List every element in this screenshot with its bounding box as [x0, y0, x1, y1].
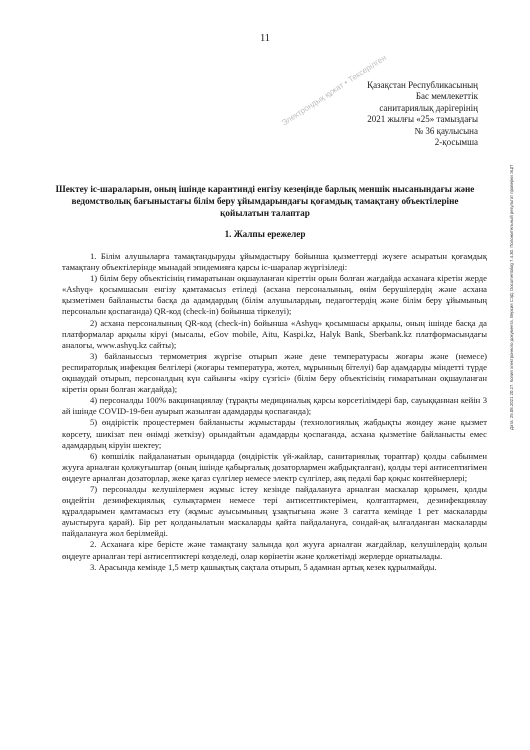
document-title: Шектеу іс-шараларын, оның ішінде карантинді енгізу кезеңінде барлық меншік нысанындағы және ведомстволық бағыныстағы білім беру ұйымдарындағы қоғамдық тамақтану объектілеріне қойылатын талаптар [55, 184, 475, 218]
paragraph: 5) өндірістік процестермен байланысты жұмыстарды (технологиялық жабдықты жөндеу және қызмет көрсету, шикізат пен өнімді жеткізу) орындайтын адамдарды қоспағанда, асхана қызметіне байланысты емес адамдардың кіруін шектеу; [62, 417, 487, 450]
approval-block [367, 80, 478, 148]
side-stamp: Дата: 25.08.2021 20:27. Копия электронного документа. Версия СЭД: Documentolog 7.4.30. Положительный результат проверки ЭЦП [509, 164, 514, 430]
watermark-stamp: Электрондық құжат • Тексерілген [280, 53, 388, 128]
approval-line: Қазақстан Республикасының [367, 80, 478, 90]
paragraph: 2. Асханаға кіре берісте және тамақтану залында қол жууға арналған жағдайлар, келушілердің қолын өңдеуге арналған тері антисептиктері көзделеді, олар көрінетін және қолжетімді жерлерде орнатылады. [62, 539, 487, 561]
paragraph: 1) білім беру объектісінің ғимаратынан оқшауланған кіреттін орын болған жағдайда асханаға кіретін жерде «Ashyq» қосымшасын енгізу қамтамасыз етіледі (асхана персоналының, өнім берушілердің және асхана қызметімен байланысты басқа да адамдардың (білім алушылардың, педагогтердің және білім беру ұйымының персоналын қоспағанда) QR-код (check-in) бойынша тіркелуі); [62, 273, 487, 317]
paragraph: 3) байланыссыз термометрия жүргізе отырып және дене температурасы жоғары және (немесе) респираторлық инфекция белгілері (жоғары температура, жөтел, мұрынның бітелуі) бар адамдарды міндетті түрде оқшаудай отырып, персоналдың күн сайынғы «кіру сүзгісі» (білім беру объектісінің ғимаратынан оқшауланған кіретін орын болған жағдайда); [62, 350, 487, 395]
page-number: 11 [259, 33, 271, 44]
approval-line: Бас мемлекеттік [415, 91, 478, 102]
approval-line: № 36 қаулысына [414, 125, 478, 136]
approval-line: 2021 жылғы «25» тамыздағы [367, 114, 478, 125]
document-body [62, 251, 487, 573]
paragraph: 3. Арасында кемінде 1,5 метр қашықтық сақтала отырып, 5 адамнан артық кезек құрылмайды. [90, 561, 437, 572]
paragraph: 6) көпшілік пайдаланатын орындарда (өндірістік үй-жайлар, санитариялық тораптар) қолды сабынмен жууға арналған қолжуғыштар (оның ішінде қабырғалық дозаторлармен жабдықталған), қолды тері антисептигімен өңдеуге арналған дозаторлар, жеке қағаз сүлгілер немесе электр сүлгілер, аяқ педалі бар қоқыс контейнерлері; [62, 450, 487, 483]
paragraph: 2) асхана персоналының QR-код (check-in) бойынша «Ashyq» қосымшасы арқылы, оның ішінде басқа да платформалар арқылы кіруі (мысалы, eGov mobile, Aitu, Kaspi.kz, Halyk Bank, Sberbank.kz платформасындағы аналогы, www.ashyq.kz сайты); [62, 317, 487, 350]
approval-line: санитариялық дәрігерінің [379, 102, 478, 113]
approval-line: 2-қосымша [434, 137, 478, 148]
paragraph: 4) персоналды 100% вакцинациялау (тұрақты медициналық қарсы көрсетілімдері бар, сауыққаннан кейін 3 ай ішінде COVID-19-бен ауырып жазылған адамдарды қоспағанда); [62, 395, 487, 417]
section-heading: 1. Жалпы ережелер [224, 229, 306, 239]
paragraph: 7) персоналды келушілермен жұмыс істеу кезінде пайдалануға арналған маскалар қорымен, қолды өңдейтін дезинфекциялық сулықтармен немесе тері антисептиктерімен, қолғаптармен, дезинфекциялау құралдарымен қамтамасыз ету (жұмыс ауысымының ұзақтығына және 3 сағатта кемінде 1 рет маскаларды ауыстыруға қарай). Бір рет қолданылатын маскаларды қайта пайдалануға, сондай-ақ ылғалданған маскаларды пайдалануға жол берілмейді. [62, 483, 487, 539]
paragraph: 1. Білім алушыларға тамақтандыруды ұйымдастыру бойынша қызметтерді жүзеге асыратын қоғамдық тамақтану объектілерінде мынадай эпидемияға қарсы іс-шаралар жүргізіледі: [62, 251, 487, 273]
